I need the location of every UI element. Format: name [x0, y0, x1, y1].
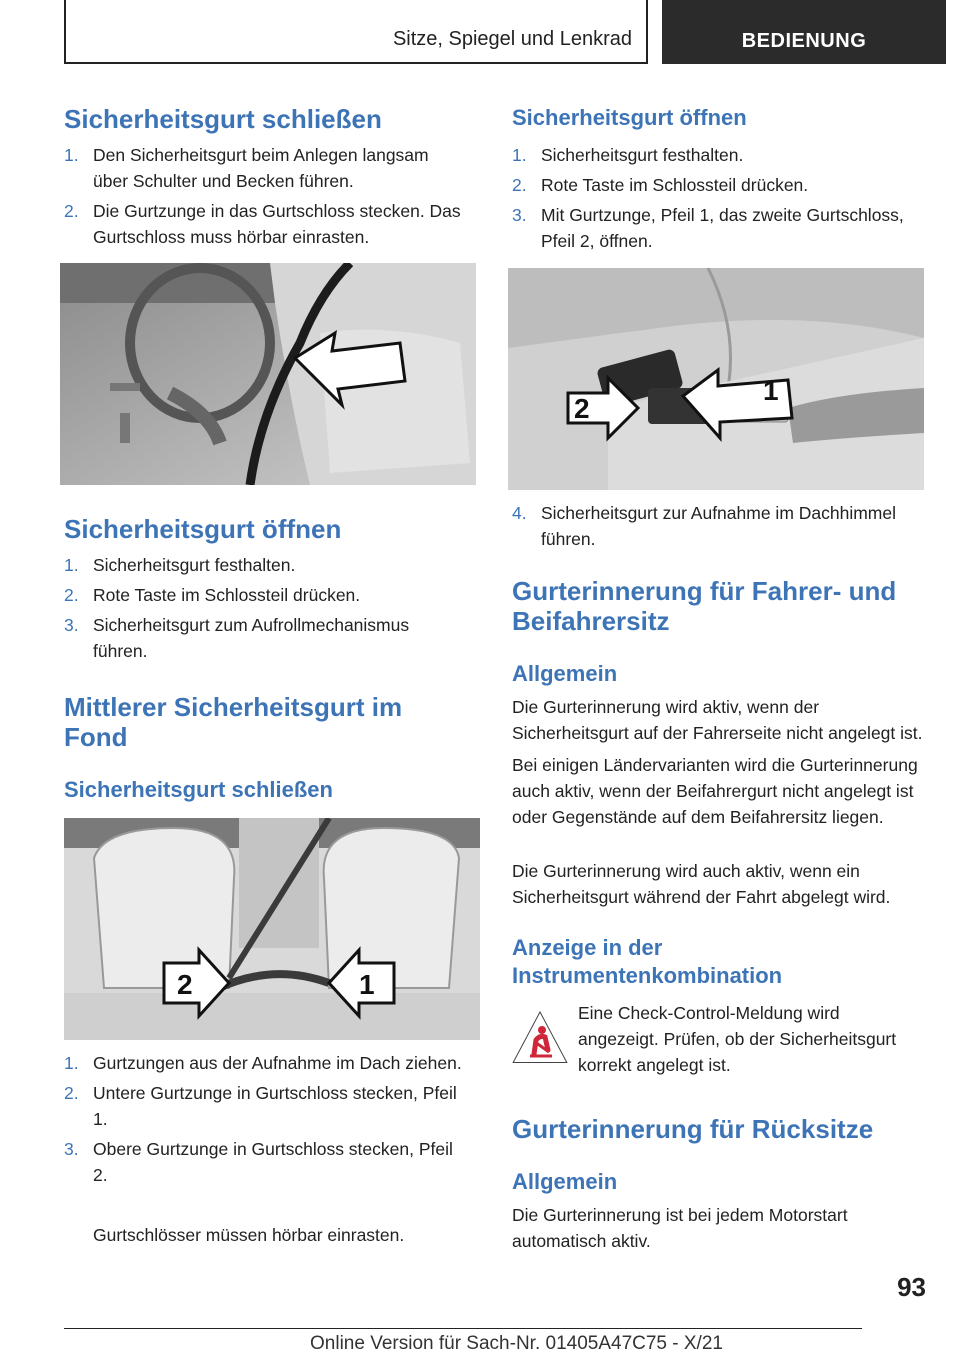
page-number: 93 — [897, 1272, 926, 1302]
chapter-tab-label: BEDIENUNG — [741, 30, 867, 52]
list-item — [64, 582, 468, 608]
step-text: Rote Taste im Schlossteil drücken. — [541, 175, 809, 195]
note-einrasten: Gurtschlösser müssen hörbar einrasten. — [93, 1225, 405, 1245]
step-text: Sicherheitsgurt festhalten. — [541, 145, 744, 165]
step-number: 1. — [64, 1053, 79, 1073]
step-text: Rote Taste im Schlossteil drücken. — [93, 585, 361, 605]
figure-front-seatbelt — [60, 263, 476, 485]
subheading-allgemein-1: Allgemein — [512, 661, 618, 686]
step-text: Die Gurtzunge in das Gurtschloss stecken. Das Gurtschloss muss hörbar einrasten. — [93, 201, 461, 247]
figure-buckle-release — [508, 268, 924, 490]
step-text: Mit Gurtzunge, Pfeil 1, das zweite Gurtschloss, Pfeil 2, öffnen. — [541, 205, 904, 251]
heading-gurt-oeffnen-right: Sicherheitsgurt öffnen — [512, 105, 747, 130]
para-gurterinnerung-1: Die Gurterinnerung wird aktiv, wenn der Sicherheitsgurt auf der Fahrerseite nicht angelegt ist. — [512, 697, 923, 743]
steps-oeffnen-right — [512, 142, 916, 258]
seatbelt-warning-icon — [512, 1010, 568, 1066]
step-text: Sicherheitsgurt zur Aufnahme im Dachhimmel führen. — [541, 503, 897, 549]
steps-mittlerer-gurt — [64, 1050, 468, 1192]
list-item — [64, 1136, 468, 1188]
fig3-label-2: 2 — [574, 393, 590, 424]
step-text: Untere Gurtzunge in Gurtschloss stecken, Pfeil 1. — [93, 1083, 457, 1129]
heading-gurt-schliessen: Sicherheitsgurt schließen — [64, 104, 382, 134]
fig2-label-2: 2 — [177, 969, 193, 1000]
list-item — [64, 1050, 468, 1076]
step-number: 2. — [64, 201, 79, 221]
header-frame — [64, 0, 648, 64]
step-number: 2. — [64, 585, 79, 605]
list-item — [64, 142, 468, 194]
step-number: 3. — [512, 205, 527, 225]
step-number: 1. — [512, 145, 527, 165]
subheading-allgemein-2: Allgemein — [512, 1169, 618, 1194]
subheading-anzeige: Anzeige in der Instrumentenkombination — [512, 935, 783, 988]
steps-oeffnen-right-cont — [512, 500, 916, 556]
figure-rear-middle-belt — [64, 818, 480, 1040]
chapter-tab — [662, 0, 946, 64]
step-text: Gurtzungen aus der Aufnahme im Dach ziehen. — [93, 1053, 462, 1073]
para-anzeige: Eine Check-Control-Meldung wird angezeigt. Prüfen, ob der Sicherheitsgurt korrekt angelegt ist. — [578, 1003, 897, 1075]
step-number: 2. — [512, 175, 527, 195]
step-number: 3. — [64, 1139, 79, 1159]
para-ruecksitze: Die Gurterinnerung ist bei jedem Motorstart automatisch aktiv. — [512, 1205, 848, 1251]
step-number: 1. — [64, 555, 79, 575]
step-text: Obere Gurtzunge in Gurtschloss stecken, Pfeil 2. — [93, 1139, 453, 1185]
list-item — [512, 500, 916, 552]
step-number: 2. — [64, 1083, 79, 1103]
heading-mittlerer-gurt: Mittlerer Sicherheitsgurt im Fond — [64, 692, 403, 752]
section-title: Sitze, Spiegel und Lenkrad — [392, 28, 632, 50]
step-number: 1. — [64, 145, 79, 165]
heading-gurterinnerung-ruecksitze: Gurterinnerung für Rücksitze — [512, 1114, 874, 1144]
footer-divider — [64, 1328, 862, 1329]
steps-oeffnen-left — [64, 552, 468, 668]
list-item — [64, 1080, 468, 1132]
footer-online-version: Online Version für Sach-Nr. 01405A47C75 - X/21 — [310, 1333, 723, 1354]
step-text: Sicherheitsgurt festhalten. — [93, 555, 296, 575]
para-gurterinnerung-3: Die Gurterinnerung wird auch aktiv, wenn ein Sicherheitsgurt während der Fahrt abgelegt wird. — [512, 861, 891, 907]
para-gurterinnerung-2: Bei einigen Ländervarianten wird die Gurterinnerung auch aktiv, wenn der Beifahrergurt nicht angelegt ist oder Gegenstände auf dem Beifahrersitz liegen. — [512, 755, 918, 827]
step-number: 3. — [64, 615, 79, 635]
heading-gurterinnerung-fahrer: Gurterinnerung für Fahrer- und Beifahrersitz — [512, 576, 897, 636]
fig2-label-1: 1 — [359, 969, 375, 1000]
list-item — [64, 612, 468, 664]
step-number: 4. — [512, 503, 527, 523]
subheading-schliessen: Sicherheitsgurt schließen — [64, 777, 333, 802]
step-text: Den Sicherheitsgurt beim Anlegen langsam über Schulter und Becken führen. — [93, 145, 429, 191]
list-item — [512, 202, 916, 254]
heading-gurt-oeffnen-left: Sicherheitsgurt öffnen — [64, 514, 342, 544]
steps-schliessen — [64, 142, 468, 254]
list-item — [64, 198, 468, 250]
step-text: Sicherheitsgurt zum Aufrollmechanismus führen. — [93, 615, 410, 661]
list-item — [64, 552, 468, 578]
list-item — [512, 142, 916, 168]
list-item — [512, 172, 916, 198]
fig3-label-1: 1 — [763, 375, 779, 406]
